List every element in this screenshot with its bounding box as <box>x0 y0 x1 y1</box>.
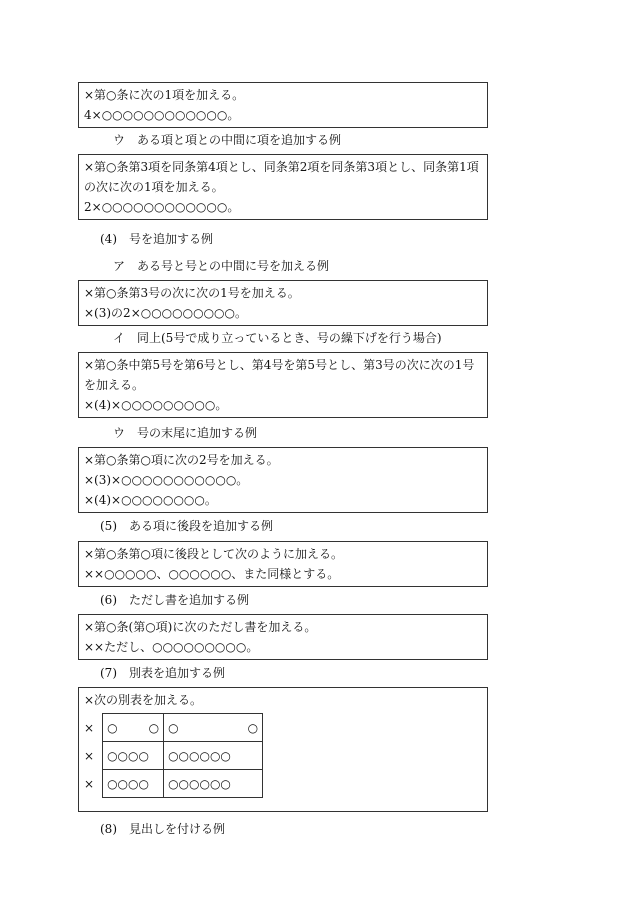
box-line: 2×○○○○○○○○○○○○。 <box>84 200 240 214</box>
table-cell <box>103 714 164 742</box>
table-cell <box>164 714 263 742</box>
section-heading-u-paragraph-between: ウ ある項と項との中間に項を追加する例 <box>113 133 342 147</box>
appended-table <box>84 713 263 798</box>
example-box-add-paragraph <box>78 82 488 128</box>
example-box-6 <box>78 614 488 660</box>
cell-text: ○ <box>148 720 160 735</box>
section-heading-4u: ウ 号の末尾に追加する例 <box>113 426 258 440</box>
cell-text: ○ <box>107 720 118 735</box>
box-line: ×(4)×○○○○○○○○○。 <box>84 398 228 412</box>
example-box-4a <box>78 280 488 326</box>
box-line: ×(3)の2×○○○○○○○○○。 <box>84 306 247 320</box>
section-heading-4: (4) 号を追加する例 <box>100 232 213 246</box>
example-box-7 <box>78 687 488 812</box>
example-box-4i <box>78 352 488 418</box>
box-line: ×次の別表を加える。 <box>84 693 203 707</box>
box-paragraph: ×第○条第3項を同条第4項とし、同条第2項を同条第3項とし、同条第1項の次に次の1項を加える。 <box>84 160 479 194</box>
section-heading-4i: イ 同上(5号で成り立っているとき、号の繰下げを行う場合) <box>113 331 442 345</box>
row-mark: × <box>84 720 95 735</box>
box-line: ×第○条第○項に次の2号を加える。 <box>84 453 279 467</box>
box-line: ××○○○○○、○○○○○○、また同様とする。 <box>84 567 340 581</box>
box-paragraph: ×第○条中第5号を第6号とし、第4号を第5号とし、第3号の次に次の1号を加える。 <box>84 358 475 392</box>
example-box-5 <box>78 541 488 587</box>
section-heading-6: (6) ただし書を追加する例 <box>100 593 249 607</box>
section-heading-5: (5) ある項に後段を追加する例 <box>100 519 273 533</box>
table-cell: ○○○○○○ <box>164 770 263 798</box>
section-heading-8: (8) 見出しを付ける例 <box>100 822 225 836</box>
table-row <box>84 714 263 742</box>
box-line: ××ただし、○○○○○○○○○。 <box>84 640 259 654</box>
box-line: 4×○○○○○○○○○○○○。 <box>84 108 240 122</box>
box-line: ×(4)×○○○○○○○○。 <box>84 493 217 507</box>
row-mark: × <box>84 748 95 763</box>
section-heading-7: (7) 別表を追加する例 <box>100 666 225 680</box>
table-row <box>84 770 263 798</box>
section-heading-4a: ア ある号と号との中間に号を加える例 <box>113 259 330 273</box>
table-row <box>84 742 263 770</box>
box-line: ×第○条第○項に後段として次のように加える。 <box>84 547 343 561</box>
example-box-insert-paragraph <box>78 154 488 220</box>
row-mark: × <box>84 776 95 791</box>
table-cell: ○○○○ <box>103 770 164 798</box>
cell-text: ○ <box>247 720 259 735</box>
box-line: ×(3)×○○○○○○○○○○○。 <box>84 473 249 487</box>
box-line: ×第○条第3号の次に次の1号を加える。 <box>84 286 300 300</box>
example-box-4u <box>78 447 488 513</box>
cell-text: ○ <box>168 720 179 735</box>
box-line: ×第○条に次の1項を加える。 <box>84 88 245 102</box>
table-cell: ○○○○ <box>103 742 164 770</box>
box-line: ×第○条(第○項)に次のただし書を加える。 <box>84 620 317 634</box>
table-cell: ○○○○○○ <box>164 742 263 770</box>
